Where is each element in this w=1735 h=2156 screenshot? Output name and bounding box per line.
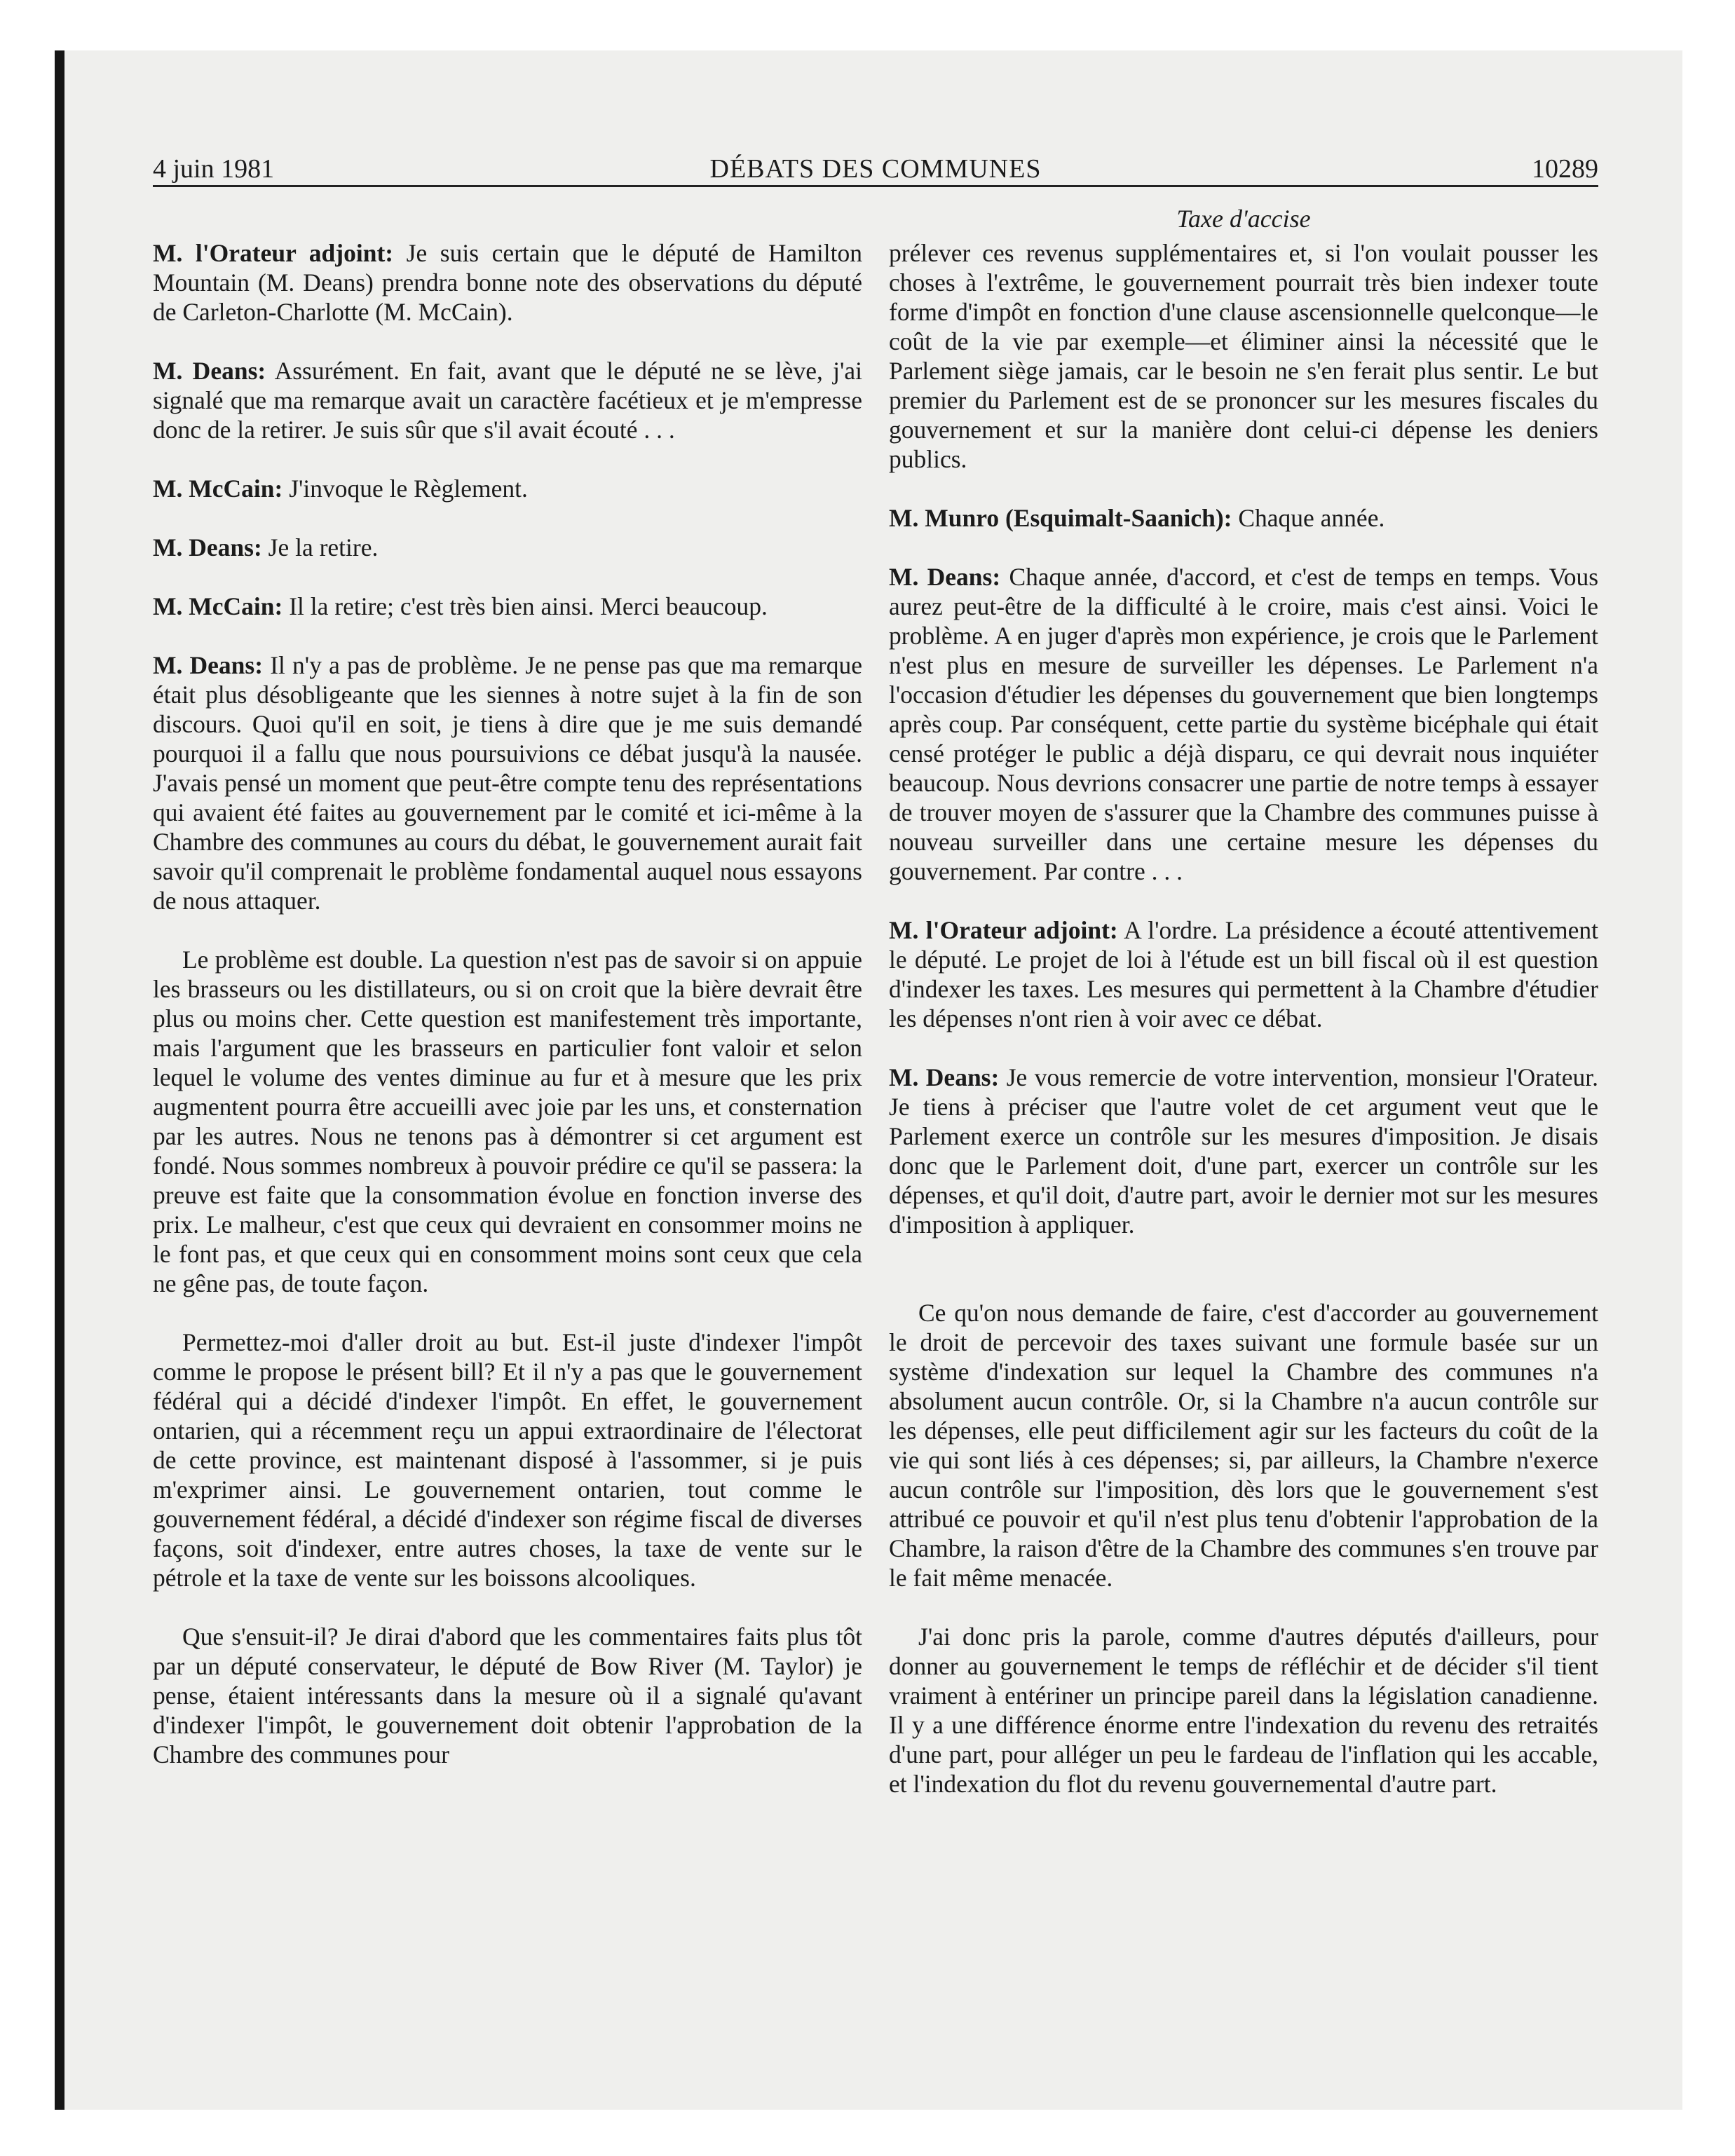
paragraph: [153, 1622, 862, 1769]
paragraph: [889, 562, 1598, 886]
paragraph: [153, 1328, 862, 1592]
paragraph-text: Je la retire.: [261, 533, 379, 561]
left-column: [153, 238, 862, 1769]
paragraph-text: Je vous remercie de votre intervention, monsieur l'Orateur. Je tiens à préciser que l'autre volet de cet argument veut que le Parlement exerce un contrôle sur les mesures d'imposition. Je disais donc que le Parlement doit, d'une part, exercer un contrôle sur les dépenses, et qu'il doit, d'autre part, avoir le dernier mot sur les mesures d'imposition à appliquer.: [889, 1063, 1598, 1239]
paragraph: [153, 474, 862, 503]
paragraph-text: Chaque année, d'accord, et c'est de temps en temps. Vous aurez peut-être de la difficulté à le croire, mais c'est ainsi. Voici le problème. A en juger d'après mon expérience, je crois que le Parlement n'est plus en mesure de surveiller les dépenses. Le Parlement n'a l'occasion d'étudier les dépenses du gouvernement que bien longtemps après coup. Par conséquent, cette partie du système bicéphale qui était censé protéger le public a déjà disparu, ce qui devrait nous inquiéter beaucoup. Nous devrions consacrer une partie de notre temps à essayer de trouver moyen de s'assurer que la Chambre des communes puisse à nouveau surveiller dans une certaine mesure les dépenses du gouvernement. Par contre . . .: [889, 563, 1599, 885]
paragraph-text: Il la retire; c'est très bien ainsi. Merci beaucoup.: [283, 592, 768, 620]
paragraph: [889, 1622, 1598, 1799]
speaker-name: M. Deans:: [153, 357, 266, 385]
paragraph-text: prélever ces revenus supplémentaires et, si l'on voulait pousser les choses à l'extrême, le gouvernement pourrait très bien indexer toute forme d'impôt en fonction d'une clause ascensionnelle quelconque—le coût de la vie par exemple—et éliminer ainsi la nécessité que le Parlement siège jamais, car le besoin ne s'en ferait plus sentir. Le but premier du Parlement est de se prononcer sur les mesures fiscales du gouvernement et sur la manière dont celui-ci dépense les deniers publics.: [889, 239, 1598, 473]
paragraph-text: J'invoque le Règlement.: [283, 475, 528, 503]
paragraph: [153, 356, 862, 444]
paragraph-text: A l'ordre. La présidence a écouté attentivement le député. Le projet de loi à l'étude est un bill fiscal où il est question d'indexer les taxes. Les mesures qui permettent à la Chambre d'étudier les dépenses n'ont rien à voir avec ce débat.: [889, 916, 1598, 1032]
paragraph-text: Assurément. En fait, avant que le député ne se lève, j'ai signalé que ma remarque avait un caractère facétieux et je m'empresse donc de la retirer. Je suis sûr que s'il avait écouté . . .: [153, 357, 863, 444]
speaker-name: M. Deans:: [889, 1063, 1000, 1091]
paragraph-text: Ce qu'on nous demande de faire, c'est d'accorder au gouvernement le droit de percevoir des taxes suivant une formule basée sur un système d'indexation sur lequel la Chambre des communes n'a absolument aucun contrôle. Or, si la Chambre n'a aucun contrôle sur les dépenses, elle peut difficilement agir sur les facteurs du coût de la vie qui sont liés à ces dépenses; si, par ailleurs, la Chambre n'exerce aucun contrôle sur l'imposition, dès lors que le gouvernement s'est attribué ce pouvoir et qu'il n'est plus tenu d'obtenir l'approbation de la Chambre, la raison d'être de la Chambre des communes s'en trouve par le fait même menacée.: [889, 1299, 1598, 1592]
page-header: [153, 153, 1598, 187]
speaker-name: M. Munro (Esquimalt-Saanich):: [889, 504, 1232, 532]
speaker-name: M. Deans:: [889, 563, 1001, 591]
running-subject: Taxe d'accise: [1176, 205, 1311, 233]
paragraph-text: Il n'y a pas de problème. Je ne pense pas que ma remarque était plus désobligeante que les siennes à notre sujet à la fin de son discours. Quoi qu'il en soit, je tiens à dire que je me suis demandé pourquoi il a fallu que nous poursuivions ce débat jusqu'à la nausée. J'avais pensé un moment que peut-être compte tenu des représentations qui avaient été faites au gouvernement par le comité et ici-même à la Chambre des communes au cours du débat, le gouvernement aurait fait savoir qu'il comprenait le problème fondamental auquel nous essayons de nous attaquer.: [153, 651, 863, 915]
speaker-name: M. Deans:: [153, 651, 264, 679]
speaker-name: M. McCain:: [153, 592, 283, 620]
paragraph: [153, 533, 862, 562]
paragraph: [153, 650, 862, 915]
paragraph: [889, 1298, 1598, 1592]
speaker-name: M. Deans:: [153, 533, 262, 561]
speaker-name: M. l'Orateur adjoint:: [153, 239, 394, 267]
speaker-name: M. McCain:: [153, 475, 283, 503]
header-page-number: 10289: [1532, 154, 1598, 184]
speaker-name: M. l'Orateur adjoint:: [889, 916, 1118, 944]
paragraph-text: Permettez-moi d'aller droit au but. Est-il juste d'indexer l'impôt comme le propose le présent bill? Et il n'y a pas que le gouvernement fédéral qui a décidé d'indexer l'impôt. En effet, le gouvernement ontarien, qui a récemment reçu un appui extraordinaire de l'électorat de cette province, est maintenant disposé à l'assommer, si je puis m'exprimer ainsi. Le gouvernement ontarien, tout comme le gouvernement fédéral, a décidé d'indexer son régime fiscal de diverses façons, soit d'indexer, entre autres choses, la taxe de vente sur le pétrole et la taxe de vente sur les boissons alcooliques.: [153, 1328, 862, 1592]
paragraph: [153, 945, 862, 1298]
paragraph: [889, 1063, 1598, 1239]
header-date: 4 juin 1981: [153, 154, 275, 184]
paragraph-text: Je suis certain que le député de Hamilton Mountain (M. Deans) prendra bonne note des observations du député de Carleton-Charlotte (M. McCain).: [153, 239, 862, 326]
paragraph: [889, 238, 1598, 474]
paragraph-text: J'ai donc pris la parole, comme d'autres députés d'ailleurs, pour donner au gouvernement le temps de réfléchir et de décider s'il tient vraiment à entériner un principe pareil dans la législation canadienne. Il y a une différence énorme entre l'indexation du revenu des retraités d'une part, pour alléger un peu le fardeau de l'inflation qui les accable, et l'indexation du flot du revenu gouvernemental d'autre part.: [889, 1623, 1598, 1798]
paragraph: [153, 238, 862, 327]
right-column: [889, 238, 1598, 1799]
paragraph: [153, 592, 862, 621]
paragraph: [889, 503, 1598, 533]
paragraph-text: Le problème est double. La question n'est pas de savoir si on appuie les brasseurs ou les distillateurs, ou si on croit que la bière devrait être plus ou moins cher. Cette question est manifestement très importante, mais l'argument que les brasseurs en particulier font valoir et selon lequel le volume des ventes diminue au fur et à mesure que les prix augmentent pourra être accueilli avec joie par les uns, et consternation par les autres. Nous ne tenons pas à démontrer si cet argument est fondé. Nous sommes nombreux à pouvoir prédire ce qu'il se passera: la preuve est faite que la consommation évolue en fonction inverse des prix. Le malheur, c'est que ceux qui devraient en consommer moins ne le font pas, et que ceux qui en consomment moins sont ceux que cela ne gêne pas, de toute façon.: [153, 946, 862, 1297]
paragraph: [889, 915, 1598, 1033]
paragraph-text: Chaque année.: [1232, 504, 1385, 532]
header-title: DÉBATS DES COMMUNES: [709, 154, 1042, 184]
paragraph-text: Que s'ensuit-il? Je dirai d'abord que les commentaires faits plus tôt par un député conservateur, le député de Bow River (M. Taylor) je pense, étaient intéressants dans la mesure où il a signalé qu'avant d'indexer l'impôt, le gouvernement doit obtenir l'approbation de la Chambre des communes pour: [153, 1623, 862, 1768]
